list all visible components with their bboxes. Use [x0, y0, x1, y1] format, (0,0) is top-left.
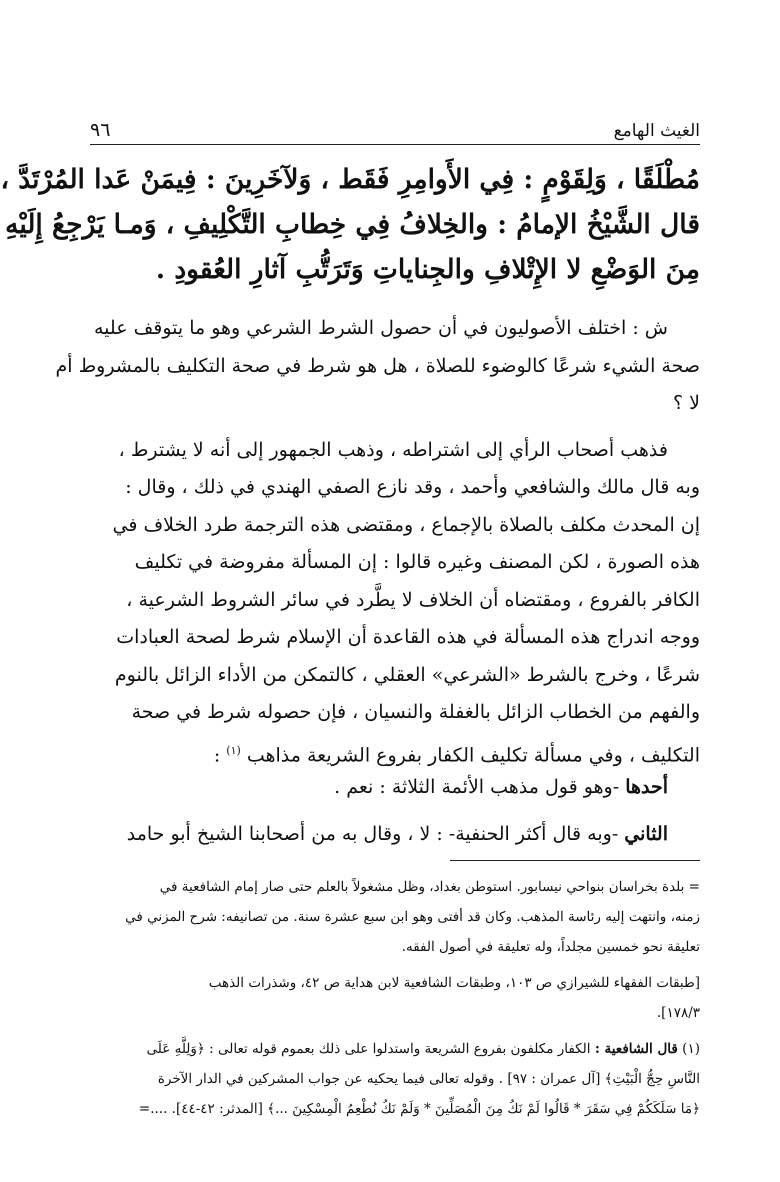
opinion-second-text: -وبه قال أكثر الحنفية- : لا ، وقال به من أصحابنا الشيخ أبو حامد — [126, 822, 619, 845]
commentary-line: والفهم من الخطاب الزائل بالغفلة والنسيان ، فإن حصوله شرط في صحة — [131, 701, 700, 723]
commentary-line: ووجه اندراج هذه المسألة في هذه القاعدة أن الإسلام شرط لصحة العبادات — [116, 626, 700, 648]
commentary-line — [90, 732, 700, 770]
matn-line: مِنَ الوَضْعِ لا الإِتْلافِ والجِناياتِ وَتَرَتُّبِ آثارِ العُقودِ . — [155, 254, 700, 285]
commentary-line: إن المحدث مكلف بالصلاة بالإجماع ، ومقتضى هذه الترجمة طرد الخلاف في — [112, 513, 700, 536]
footnote-line: زمنه، وانتهت إليه رئاسة المذهب. وكان قد أفتى وهو ابن سبع عشرة سنة. من تصانيفه: شرح المزني في — [125, 909, 700, 925]
matn-line: مُطْلَقًا ، وَلِقَوْمٍ : فِي الأَوامِرِ فَقَط ، وَلآخَرِينَ : فِيمَنْ عَدا المُرْتَدَّ ، — [0, 164, 700, 195]
footnote-line: ﴿مَا سَلَكَكُمْ فِي سَقَرَ * قَالُوا لَمْ نَكُ مِنَ الْمُصَلِّينَ * وَلَمْ نَكُ نُطْعِمُ الْمِسْكِينَ ...﴾ [المدثر: ٤٢-٤٤]. ....= — [138, 1101, 700, 1117]
commentary-line: فذهب أصحاب الرأي إلى اشتراطه ، وذهب الجمهور إلى أنه لا يشترط ، — [118, 438, 668, 461]
footnote-source: [طبقات الفقهاء للشيرازي ص ١٠٣، وطبقات الشافعية لابن هداية ص ٤٢، وشذرات الذهب — [208, 975, 700, 991]
commentary-line: هذه الصورة ، لكن المصنف وغيره قالوا : إن المسألة مفروضة في تكليف — [134, 551, 700, 573]
running-title: الغيث الهامع — [613, 121, 700, 141]
footnote-line: النَّاسِ حِجُّ الْبَيْتِ﴾ [آل عمران : ٩٧] . وقوله تعالى فيما يحكيه عن جواب المشركين في الدار الآخرة — [157, 1071, 700, 1087]
commentary-line: شرعًا ، وخرج بالشرط «الشرعي» العقلي ، كالتمكن من الأداء الزائل بالنوم — [114, 663, 700, 686]
footnote-divider — [450, 860, 700, 861]
commentary-line-text: التكليف ، وفي مسألة تكليف الكفار بفروع الشريعة مذاهب — [246, 743, 700, 766]
footnote-line: تعليقة نحو خمسين مجلداً، وله تعليقة في أصول الفقه. — [401, 939, 700, 955]
commentary-line: صحة الشيء شرعًا كالوضوء للصلاة ، هل هو شرط في صحة التكليف بالمشروط أم — [55, 354, 700, 377]
footnote-ref[interactable]: (١) — [226, 743, 241, 757]
commentary-body — [55, 310, 700, 853]
opinion-first-text: -وهو قول مذهب الأئمة الثلاثة : نعم . — [334, 776, 620, 798]
commentary-line: وبه قال مالك والشافعي وأحمد ، وقد نازع الصفي الهندي في ذلك ، وقال : — [125, 476, 700, 498]
commentary-line: لا ؟ — [673, 392, 700, 414]
footnote-line: = بلدة بخراسان بنواحي نيسابور. استوطن بغداد، وظل مشغولاً بالعلم حتى صار إمام الشافعية في — [159, 879, 700, 895]
line-end-colon: : — [213, 743, 221, 766]
matn-text — [0, 157, 700, 292]
footnote-1 — [90, 1034, 700, 1064]
opinion-second — [90, 816, 700, 854]
footnote-source: ١٧٨/٣]. — [656, 1005, 700, 1021]
page-number: ٩٦ — [90, 119, 111, 141]
footnote-1-marker: (١) — [682, 1041, 700, 1057]
footnote-1-label: قال الشافعية : — [594, 1041, 678, 1057]
footnote-1-text: الكفار مكلفون بفروع الشريعة واستدلوا على ذلك بعموم قوله تعالى : ﴿وَلِلَّهِ عَلَى — [146, 1041, 591, 1057]
running-header — [90, 118, 700, 145]
opinion-second-label: الثاني — [624, 822, 668, 845]
opinion-first — [90, 769, 700, 807]
opinion-first-label: أحدها — [625, 776, 668, 798]
commentary-line: ش : اختلف الأصوليون في أن حصول الشرط الشرعي وهو ما يتوقف عليه — [94, 317, 668, 339]
matn-line: قال الشَّيْخُ الإمامُ : والخِلافُ فِي خِطابِ التَّكْلِيفِ ، وَمـا يَرْجِعُ إِلَيْهِ — [5, 209, 700, 240]
commentary-line: الكافر بالفروع ، ومقتضاه أن الخلاف لا يطَّرد في سائر الشروط الشرعية ، — [126, 588, 700, 611]
footnotes — [90, 872, 700, 1124]
